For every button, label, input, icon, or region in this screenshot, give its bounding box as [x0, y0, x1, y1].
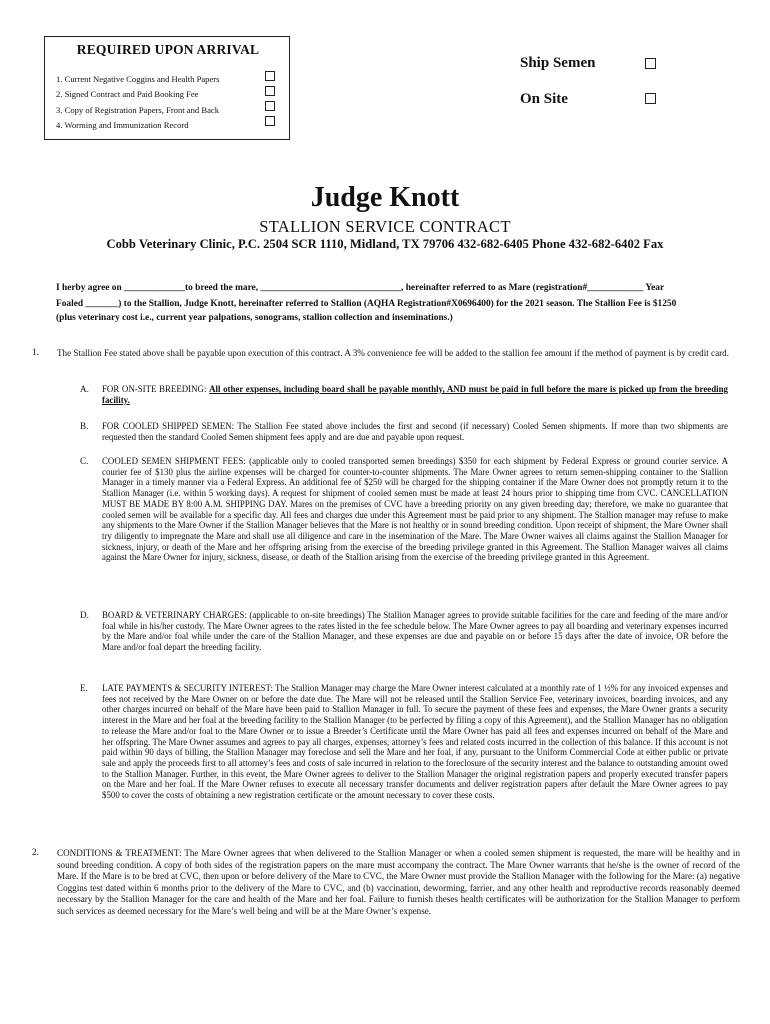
item-b-text: FOR COOLED SHIPPED SEMEN: The Stallion Fee stated above includes the first and second (if necessary) Cooled Semen shipments. If more than two shipments are requested then the standard Cooled Semen shipment fees apply and are due and payable upon request.: [102, 421, 728, 442]
section-2-text: CONDITIONS & TREATMENT: The Mare Owner agrees that when delivered to the Stallion Manager or when a cooled semen shipment is requested, the mare will be healthy and in sound breeding condition. A copy of both sides of the registration papers on the mare must accompany the contract. The Mare Owner warrants that he/she is the owner of record of the Mare. If the Mare is to be bred at CVC, then upon or before delivery of the Mare to CVC, the Mare Owner must provide the Stallion Manager with the following for the Mare: (a) negative Coggins test dated within 6 months prior to the delivery of the Mare to CVC, and (b) vaccination, deworming, farrier, and any other health and reproductive records reasonably deemed necessary by the Stallion Manager for the care and health of the Mare and her foal. Failure to furnish theses health certificates will be authorization for the Stallion Manager to perform such services as deemed necessary for the Mare’s well being and will be at the Mare Owner’s expense.: [57, 848, 740, 916]
required-checkbox-coggins[interactable]: [265, 71, 275, 81]
required-item-contract: 2. Signed Contract and Paid Booking Fee: [56, 89, 199, 99]
item-e-letter: E.: [80, 683, 88, 693]
ship-semen-checkbox[interactable]: [645, 58, 656, 69]
item-c-letter: C.: [80, 456, 89, 466]
item-a-emphasis: All other expenses, including board shall be payable monthly, AND must be paid in full before the mare is picked up from the breeding facility.: [102, 384, 728, 405]
required-upon-arrival-box: [44, 36, 290, 140]
required-item-registration: 3. Copy of Registration Papers, Front and Back: [56, 105, 220, 115]
item-c-text: COOLED SEMEN SHIPMENT FEES: (applicable only to cooled transported semen breedings) $350 for each shipment by Federal Express or ground courier service. A courier fee of $130 plus the airline expenses will be charged for counter-to-counter shipments. The Mare Owner agrees to return semen-shipping container to the Stallion Manager in a timely manner via a Federal Express. An additional fee of $250 will be charged for the shipping container if the Mare Owner does not promptly return it to the Stallion Manager (i.e. within 5 working days). A request for shipment of cooled semen must be made at least 24 hours prior to shipping time from CVC. CANCELLATION MUST BE MADE BY 8:00 A.M. SHIPPING DAY. Mares on the premises of CVC have a breeding priority on any given breeding day; therefore, we make no guarantee that cooled semen will be available for a specific day. All fees and charges due under this Agreement must be paid prior to any shipment. The Stallion manager may refuse to make any shipments to the Mare Owner if the Stallion Manager believes that the Mare is not healthy or in sound breeding condition. Upon receipt of shipment, the Mare Owner shall try diligently to impregnate the Mare and shall use all diligence and care in the insemination of the Mare. The Mare Owner waives all claims against the Stallion Manager for sickness, injury, or death of the Mare and her offspring arising from the exercise of the breeding privilege granted in this Agreement. The Stallion Manager waives all claims against the Mare Owner for injury, sickness, disease, or death of the Stallion arising from the exercise of the breeding privilege granted in this Agreement.: [102, 456, 728, 563]
intro-line-2: Foaled _______) to the Stallion, Judge Knott, hereinafter referred to Stallion (AQHA Registration#X0696400) for the 2021 season. The Stallion Fee is $1250: [56, 299, 677, 309]
section-1-text: The Stallion Fee stated above shall be payable upon execution of this contract. A 3% convenience fee will be added to the stallion fee amount if the method of payment is by credit card.: [57, 348, 729, 358]
required-checkbox-worming[interactable]: [265, 116, 275, 126]
required-box-title: REQUIRED UPON ARRIVAL: [76, 42, 260, 57]
section-1-number: 1.: [32, 348, 39, 358]
required-checkbox-registration[interactable]: [265, 101, 275, 111]
ship-semen-label: Ship Semen: [520, 55, 596, 71]
item-a-letter: A.: [80, 384, 89, 394]
contract-subtitle: STALLION SERVICE CONTRACT: [259, 217, 511, 236]
required-item-coggins: 1. Current Negative Coggins and Health Papers: [56, 74, 220, 84]
item-e-text: LATE PAYMENTS & SECURITY INTEREST: The Stallion Manager may charge the Mare Owner interest calculated at a monthly rate of 1 ½% for any invoiced expenses and fees not received by the Mare Owner on or before the date due. The Mare will not be released until the Stallion Service Fee, veterinary invoices, boarding invoices, and any other charges incurred on behalf of the Mare have been paid to Stallion Manager in full. To secure the payment of these fees and expenses, the Mare Owner grants a security interest in the Mare and her foal at the breeding facility to the Stallion Manager (to be perfected by filing a copy of this Agreement), and the Stallion Manager has no obligation to release the Mare and/or foal to the Mare Owner or to issue a Breeder’s Certificate until the Mare Owner has paid all fees and expenses incurred on behalf of the Mare and her offspring. The Mare Owner assumes and agrees to pay all charges, expenses, attorney’s fees and related costs incurred in the collection of this balance. If this account is not paid within 90 days of billing, the Stallion Manager may foreclose and sell the Mare and her foal, if any, pursuant to the Uniform Commercial Code at either public or private sale and apply the proceeds first to all attorney’s fees and costs of sale incurred in relation to the foreclosure of the security interest and the balance to outstanding amount owed to the Stallion Manager. Further, in this event, the Mare Owner agrees to deliver to the Stallion Manager the original registration papers and properly executed transfer papers on the Mare and her foal. If the Mare Owner refuses to execute all necessary transfer documents and deliver registration papers after default the Mare Owner agrees to pay $500 to cover the costs of obtaining a new registration certificate or the amount necessary to cover these costs.: [102, 683, 728, 801]
required-checkbox-contract[interactable]: [265, 86, 275, 96]
item-a-text: [102, 384, 728, 405]
clinic-address: Cobb Veterinary Clinic, P.C. 2504 SCR 1110, Midland, TX 79706 432-682-6405 Phone 432-682-6402 Fax: [106, 237, 664, 251]
item-a-lead: FOR ON-SITE BREEDING:: [102, 384, 210, 394]
required-item-worming: 4. Worming and Immunization Record: [56, 120, 189, 130]
on-site-checkbox[interactable]: [645, 93, 656, 104]
stallion-name-title: Judge Knott: [310, 182, 460, 213]
intro-line-3: (plus veterinary cost i.e., current year palpations, sonograms, stallion collection and inseminations.): [56, 313, 453, 323]
on-site-label: On Site: [520, 91, 568, 107]
intro-line-1: I herby agree on _____________to breed the mare, ______________________________, hereinafter referred to as Mare (registration#____________ Year: [56, 283, 665, 293]
item-d-text: BOARD & VETERINARY CHARGES: (applicable to on-site breedings) The Stallion Manager agrees to provide suitable facilities for the care and feeding of the mare and/or foal while in his/her custody. The Mare Owner agrees to the rates listed in the fee schedule below. The Mare Owner agrees to pay all boarding and veterinary expenses incurred by the Mare and/or foal while under the care of the Stallion Manager, and these expenses are due and payable on or before 15 days after the date of invoice, OR before the Mare and/or foal depart the breeding facility.: [102, 610, 728, 653]
item-b-letter: B.: [80, 421, 89, 431]
section-2-number: 2.: [32, 848, 39, 858]
item-d-letter: D.: [80, 610, 89, 620]
